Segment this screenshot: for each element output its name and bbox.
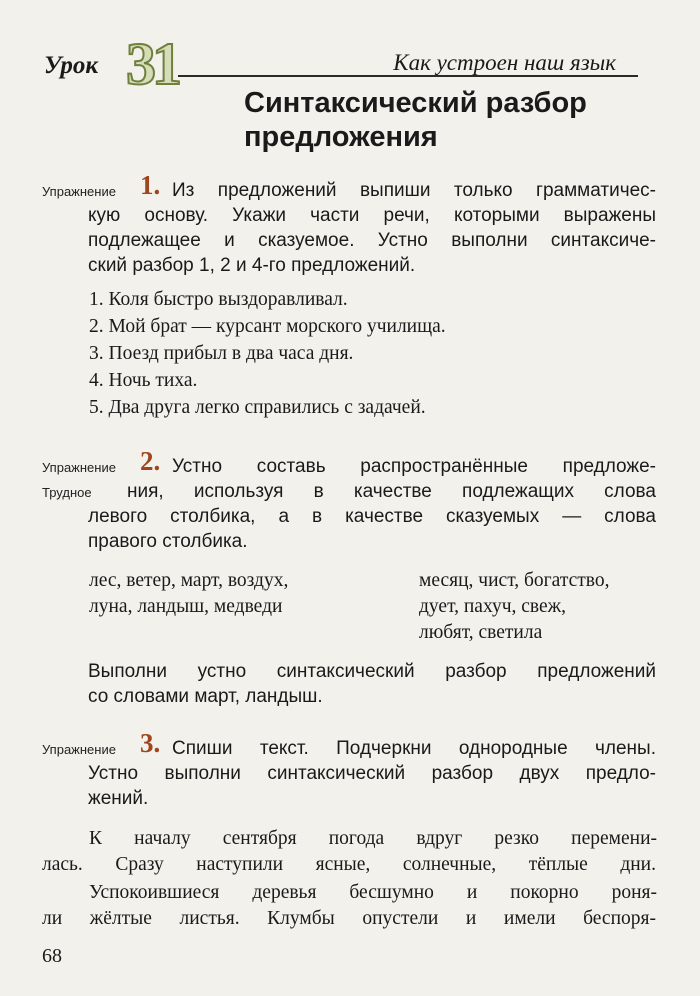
text-line: К началу сентября погода вдруг резко перемени- [89, 828, 657, 849]
sentence: 4. Ночь тиха. [89, 370, 198, 391]
task-line: кую основу. Укажи части речи, которыми выражены [88, 205, 656, 226]
exercise-number: 2. [140, 446, 161, 476]
text-line: лась. Сразу наступили ясные, солнечные, тёплые дни. [42, 854, 656, 875]
lesson-number: 31 [126, 31, 178, 97]
task-line: Устно составь распространённые предложе- [172, 456, 656, 477]
exercise-label: Упражнение [42, 460, 116, 475]
task-line: Из предложений выпиши только грамматичес- [172, 180, 656, 201]
exercise2-task-second [127, 479, 656, 504]
sentence: 1. Коля быстро выздоравливал. [89, 289, 348, 310]
task-line: со словами март, ландыш. [88, 686, 323, 707]
exercise1-task [88, 203, 656, 278]
subject-words: луна, ландыш, медведи [89, 596, 283, 617]
subject-words: лес, ветер, март, воздух, [89, 570, 289, 591]
task-line: ский разбор 1, 2 и 4-го предложений. [88, 255, 416, 276]
predicate-words: дует, пахуч, свеж, [419, 596, 567, 617]
page-title [244, 86, 587, 154]
exercise2-followup [88, 659, 656, 709]
task-line: правого столбика. [88, 531, 248, 552]
sentence: 5. Два друга легко справились с задачей. [89, 397, 426, 418]
exercise-number: 3. [140, 728, 161, 758]
exercise2-task [88, 504, 656, 554]
task-line: жений. [88, 788, 149, 809]
task-line: Устно выполни синтаксический разбор двух предло- [88, 763, 656, 784]
difficulty-badge: Трудное [42, 485, 92, 500]
title-line: предложения [244, 121, 438, 153]
predicate-words: месяц, чист, богатство, [419, 570, 610, 591]
exercise1-task-first [172, 178, 656, 203]
text-line: Успокоившиеся деревья бесшумно и покорно роня- [89, 882, 657, 903]
exercise-number: 1. [140, 170, 161, 200]
title-line: Синтаксический разбор [244, 87, 587, 119]
exercise3-task-first [172, 736, 656, 761]
text-line: ли жёлтые листья. Клумбы опустели и имели беспоря- [42, 908, 656, 929]
predicate-words: любят, светила [419, 622, 543, 643]
exercise2-task-first [172, 454, 656, 479]
sentence: 3. Поезд прибыл в два часа дня. [89, 343, 354, 364]
page-number: 68 [42, 945, 62, 967]
task-line: подлежащее и сказуемое. Устно выполни синтаксиче- [88, 230, 656, 251]
exercise-label: Упражнение [42, 184, 116, 199]
sentence: 2. Мой брат — курсант морского училища. [89, 316, 446, 337]
exercise3-task [88, 761, 656, 811]
lesson-word: Урок [44, 52, 99, 79]
task-line: Спиши текст. Подчеркни однородные члены. [172, 738, 656, 759]
exercise-label: Упражнение [42, 742, 116, 757]
task-line: левого столбика, а в качестве сказуемых — слова [88, 506, 656, 527]
task-line: Выполни устно синтаксический разбор предложений [88, 661, 656, 682]
section-title: Как устроен наш язык [393, 50, 616, 75]
task-line: ния, используя в качестве подлежащих слова [127, 481, 656, 502]
